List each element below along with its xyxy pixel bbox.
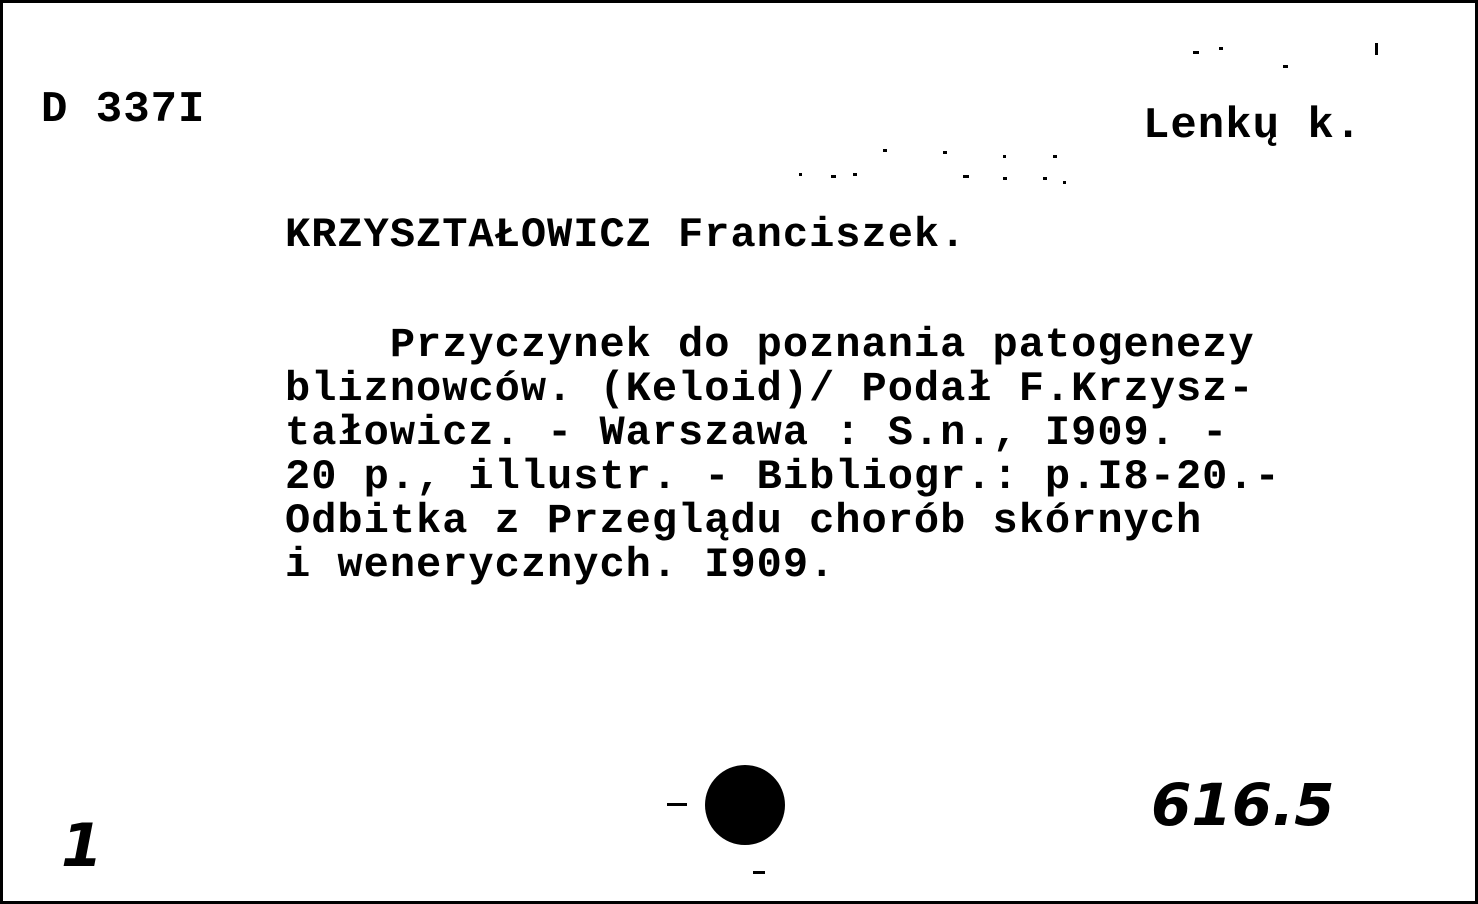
handwritten-count: 1 bbox=[61, 811, 103, 881]
scan-speck bbox=[1283, 65, 1288, 68]
scan-speck bbox=[1043, 177, 1047, 180]
author-heading: KRZYSZTAŁOWICZ Franciszek. bbox=[285, 211, 967, 259]
scan-speck bbox=[1193, 51, 1199, 54]
scan-speck bbox=[753, 871, 765, 874]
scan-speck bbox=[1003, 177, 1007, 180]
scan-speck bbox=[1375, 43, 1378, 55]
scan-speck bbox=[799, 173, 802, 176]
scan-speck bbox=[943, 151, 947, 154]
scan-speck bbox=[831, 175, 836, 178]
scan-speck bbox=[1003, 155, 1006, 158]
scan-speck bbox=[963, 175, 969, 178]
scan-speck bbox=[1219, 47, 1223, 50]
call-number: D 337I bbox=[41, 85, 206, 135]
description-line: i wenerycznych. I909. bbox=[285, 541, 836, 589]
scan-speck bbox=[1063, 181, 1066, 184]
scan-speck bbox=[667, 803, 687, 806]
description-line: Odbitka z Przeglądu chorób skórnych bbox=[285, 497, 1203, 545]
description-line: bliznowców. (Keloid)/ Podał F.Krzysz- bbox=[285, 365, 1255, 413]
punch-hole bbox=[705, 765, 785, 845]
description-line: Przyczynek do poznania patogenezy bbox=[285, 321, 1255, 369]
scan-speck bbox=[853, 173, 857, 176]
location-label: Lenkų k. bbox=[1143, 101, 1363, 151]
scan-speck bbox=[1053, 155, 1057, 158]
description-line: tałowicz. - Warszawa : S.n., I909. - bbox=[285, 409, 1229, 457]
scan-speck bbox=[883, 149, 887, 152]
description-line: 20 p., illustr. - Bibliogr.: p.I8-20.- bbox=[285, 453, 1281, 501]
handwritten-classification: 616.5 bbox=[1151, 771, 1335, 839]
